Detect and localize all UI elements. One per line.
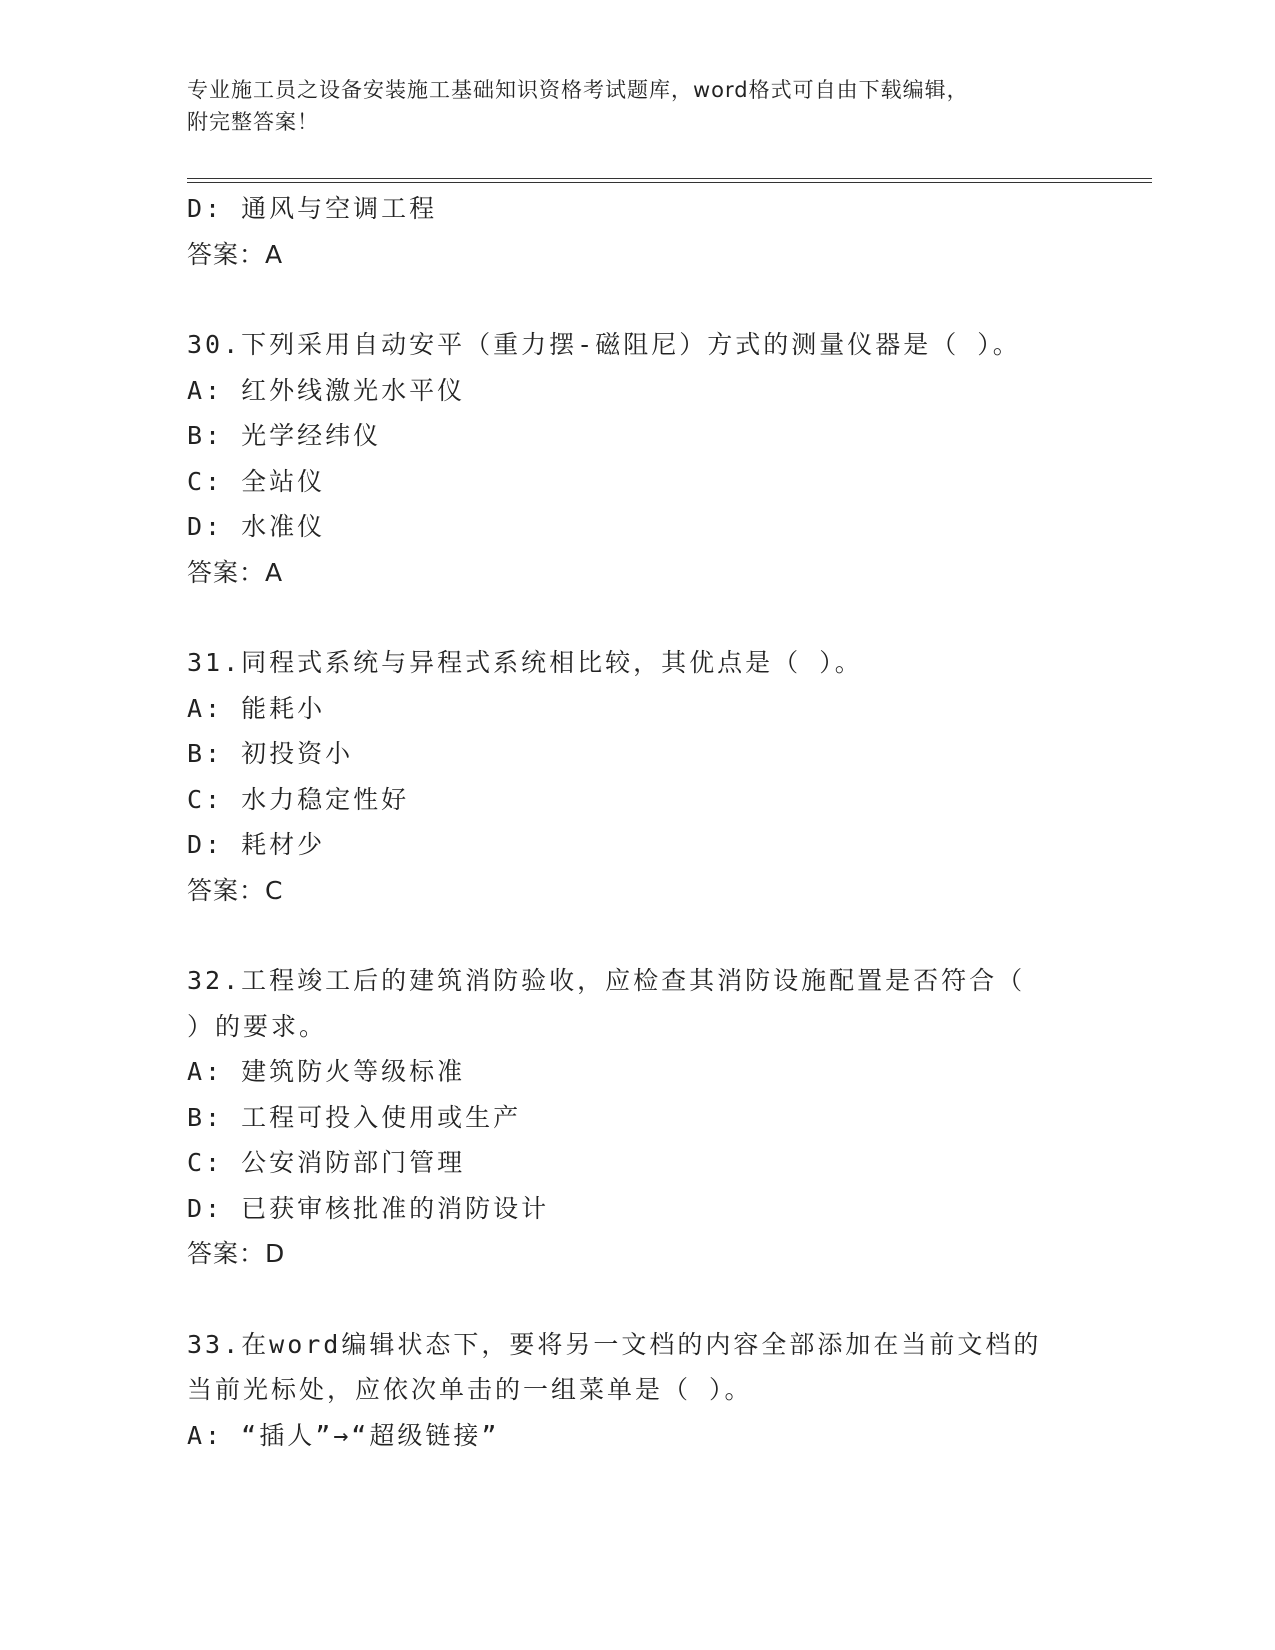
header-line-1: 专业施工员之设备安装施工基础知识资格考试题库，word格式可自由下载编辑， bbox=[187, 78, 969, 102]
question-33 bbox=[187, 1322, 1067, 1459]
header-line-2: 附完整答案！ bbox=[187, 110, 319, 134]
document-header bbox=[187, 74, 1067, 138]
option-b: B: 光学经纬仪 bbox=[187, 421, 382, 450]
question-31 bbox=[187, 640, 1067, 913]
answer-line: 答案：A bbox=[187, 239, 284, 269]
question-text: 30.下列采用自动安平（重力摆-磁阻尼）方式的测量仪器是（ ）。 bbox=[187, 330, 1021, 359]
question-text-line-1: 33.在word编辑状态下，要将另一文档的内容全部添加在当前文档的 bbox=[187, 1329, 1042, 1359]
option-a: A: “插人”→“超级链接” bbox=[187, 1420, 500, 1450]
answer-line: 答案：D bbox=[187, 1239, 286, 1268]
option-d: D: 水准仪 bbox=[187, 512, 326, 541]
header-divider-top bbox=[187, 178, 1152, 179]
header-divider-bottom bbox=[187, 182, 1152, 183]
question-text-line-2: 当前光标处，应依次单击的一组菜单是（ ）。 bbox=[187, 1375, 753, 1404]
option-c: C: 公安消防部门管理 bbox=[187, 1148, 466, 1177]
option-c: C: 水力稳定性好 bbox=[187, 784, 410, 814]
option-d: D: 耗材少 bbox=[187, 830, 326, 859]
question-text: 31.同程式系统与异程式系统相比较，其优点是（ ）。 bbox=[187, 648, 863, 677]
question-32 bbox=[187, 958, 1067, 1277]
option-d: D: 通风与空调工程 bbox=[187, 194, 438, 223]
answer-line: 答案：C bbox=[187, 875, 284, 905]
question-text-line-1: 32.工程竣工后的建筑消防验收，应检查其消防设施配置是否符合（ bbox=[187, 966, 1026, 995]
question-list bbox=[187, 186, 1067, 1458]
option-a: A: 建筑防火等级标准 bbox=[187, 1057, 466, 1086]
option-a: A: 红外线激光水平仪 bbox=[187, 375, 466, 405]
question-30 bbox=[187, 322, 1067, 595]
answer-line: 答案：A bbox=[187, 557, 284, 587]
question-text-line-2: ）的要求。 bbox=[187, 1011, 328, 1041]
option-d: D: 已获审核批准的消防设计 bbox=[187, 1193, 550, 1223]
option-b: B: 初投资小 bbox=[187, 739, 354, 768]
option-b: B: 工程可投入使用或生产 bbox=[187, 1102, 522, 1132]
option-a: A: 能耗小 bbox=[187, 693, 326, 723]
option-c: C: 全站仪 bbox=[187, 466, 326, 496]
